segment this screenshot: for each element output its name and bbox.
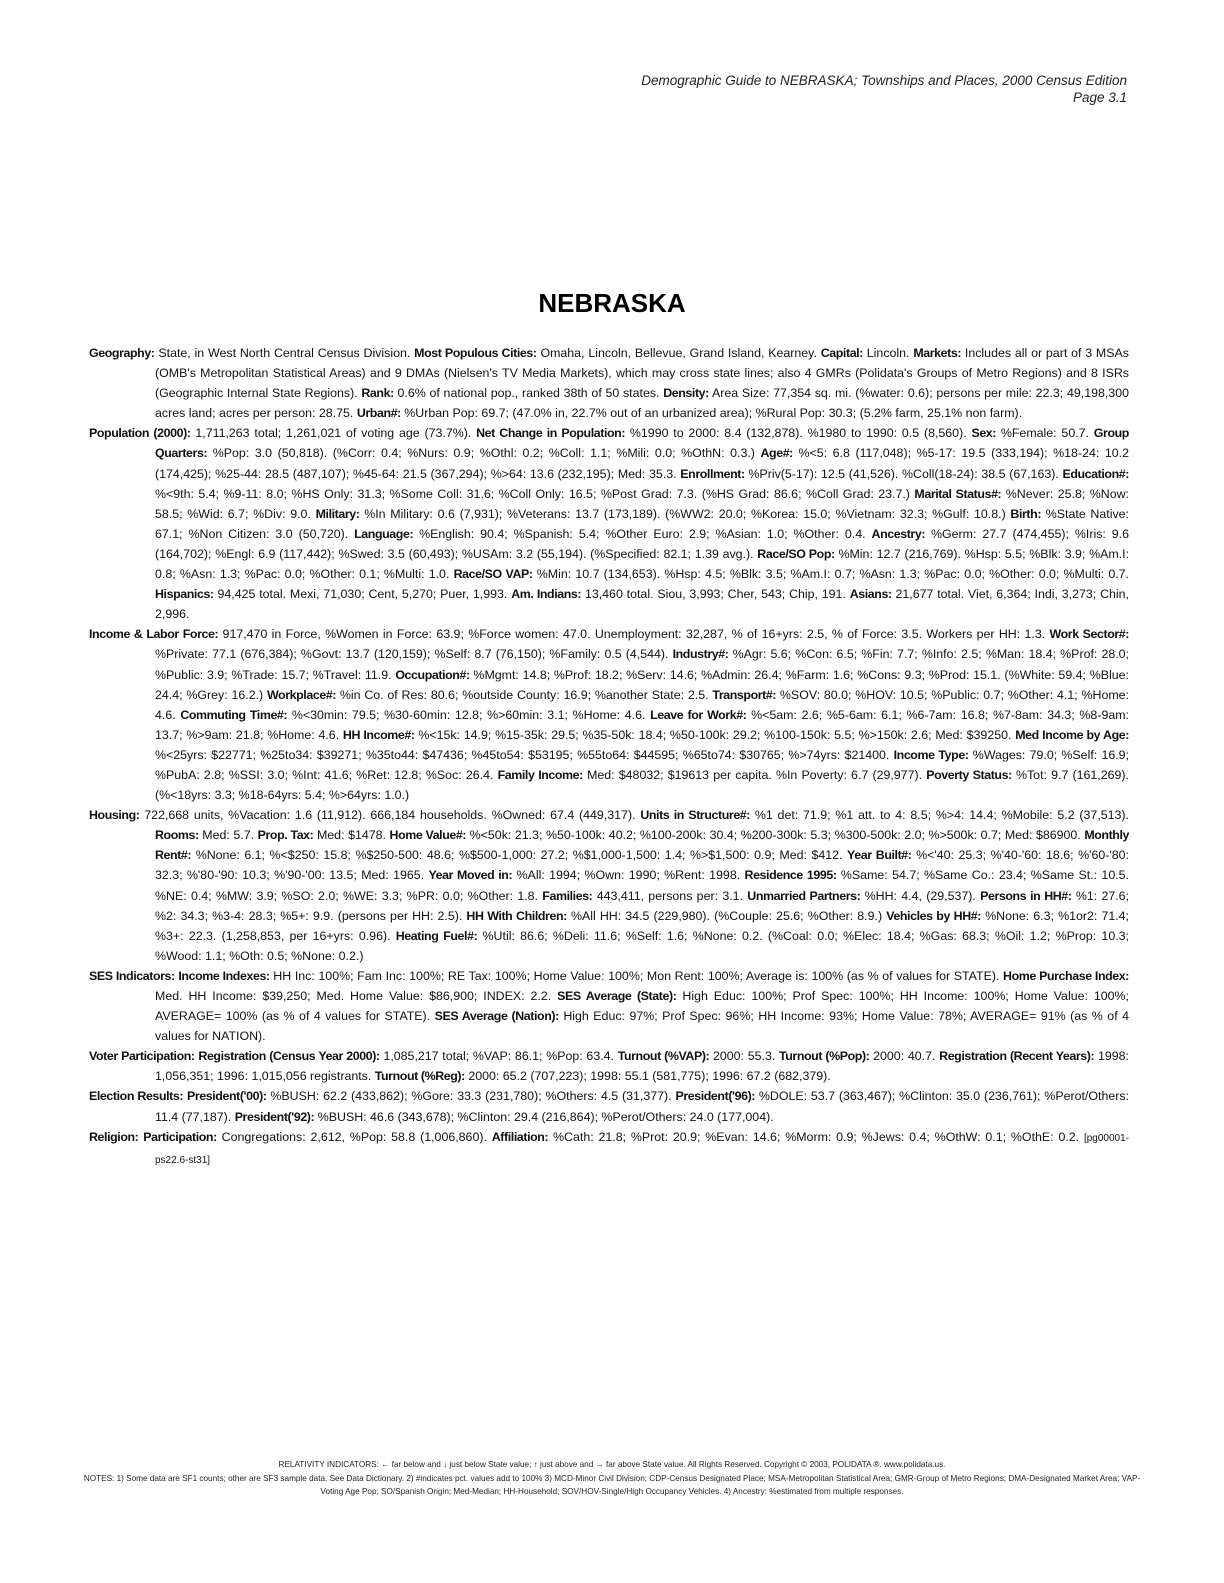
header-guide-title: Demographic Guide to NEBRASKA; Townships and Places, 2000 Census Edition [641,73,1127,88]
field-label: Med Income by Age: [1015,727,1129,742]
field-label: Election Results: [89,1089,184,1104]
field-label: Markets: [913,346,962,360]
field-value: %1 det: 71.9; %1 att. to 4: 8.5; %>4: 14.4; %Mobile: 5.2 (37,513). [750,808,1129,823]
field-label: Industry#: [672,647,729,662]
field-value: Lincoln. [862,346,914,360]
field-label: Turnout (%Reg): [374,1069,465,1084]
field-label: SES Average (Nation): [434,1009,559,1024]
field-value: %Agr: 5.6; %Con: 6.5; %Fin: 7.7; %Info: 2.5; %Man: 18.4; %Prof: 28.0; %Public: 3.9; %Trade: 15.7; %Travel: 11.9. [155,647,1130,682]
field-value: %Pop: 3.0 (50,818). (%Corr: 0.4; %Nurs: 0.9; %Othl: 0.2; %Coll: 1.1; %Mili: 0.0; %OthN: 0.3.) [207,446,761,461]
field-label: Race/SO Pop: [757,546,835,561]
field-value: 722,668 units, %Vacation: 1.6 (11,912). 666,184 households. %Owned: 67.4 (449,317). [139,808,641,823]
field-value: %Min: 12.7 (216,769). %Hsp: 5.5; %Blk: 3.9; %Am.I: 0.8; %Asn: 1.3; %Pac: 0.0; %Other: 0.1; %Multi: 1.0. [155,546,1130,582]
field-label: Sex: [971,426,997,441]
field-value: %<5am: 2.6; %5-6am: 6.1; %6-7am: 16.8; %7-8am: 34.3; %8-9am: 13.7; %>9am: 21.8; %Home: 4.6. [155,707,1129,742]
field-value: %1: 27.6; %2: 34.3; %3-4: 28.3; %5+: 9.9. (persons per HH: 2.5). [155,888,1130,923]
field-value: %All HH: 34.5 (229,980). (%Couple: 25.6; %Other: 8.9.) [566,908,887,923]
field-label: SES Indicators: [89,968,175,983]
field-value: State, in West North Central Census Division. [154,346,415,360]
field-label: Prop. Tax: [257,828,314,843]
field-value: %Female: 50.7. [996,426,1094,441]
field-label: Heating Fuel#: [395,928,478,943]
field-value: %English: 90.4; %Spanish: 5.4; %Other Euro: 2.9; %Asian: 1.0; %Other: 0.4. [413,526,872,541]
field-label: Registration (Recent Years): [939,1049,1095,1064]
field-label: Commuting Time#: [180,707,288,722]
page-title: NEBRASKA [538,288,686,318]
field-value: 2000: 65.2 (707,223); 1998: 55.1 (581,775); 1996: 67.2 (682,379). [464,1069,831,1084]
field-value: Med: $48032; $19613 per capita. %In Poverty: 6.7 (29,977). [582,767,927,782]
field-value: 94,425 total. Mexi, 71,030; Cent, 5,270; Puer, 1,993. [213,587,512,602]
field-value: %<15k: 14.9; %15-35k: 29.5; %35-50k: 18.4; %50-100k: 29.2; %100-150k: 5.5; %>150k: 2.6; Med: $39250. [414,727,1016,742]
field-value: %Util: 86.6; %Deli: 11.6; %Self: 1.6; %None: 0.2. (%Coal: 0.0; %Elec: 18.4; %Gas: 68.3; %Oil: 1.2; %Prop: 10.3; %Wood: 1.1; %Oth: 0.5; %None: 0.2.) [155,928,1129,963]
field-value: Med: $1478. [313,828,390,843]
field-value: 2000: 40.7. [869,1049,940,1064]
field-value: %Cath: 21.8; %Prot: 20.9; %Evan: 14.6; %Morm: 0.9; %Jews: 0.4; %OthW: 0.1; %OthE: 0.2. [548,1129,1084,1144]
field-value: %Germ: 27.7 (474,455); %Iris: 9.6 (164,702); %Engl: 6.9 (117,442); %Swed: 3.5 (60,493); %USAm: 3.2 (55,194). (%Specified: 82.1; 1.39 avg.). [155,526,1129,561]
section-ses [89,966,1129,1046]
field-label: Asians: [849,587,892,602]
field-label: Military: [315,506,360,521]
field-value: 1,085,217 total; %VAP: 86.1; %Pop: 63.4. [379,1049,618,1064]
field-label: Net Change in Population: [476,426,626,441]
field-label: Birth: [1010,506,1042,521]
field-label: Housing: [89,808,140,823]
field-value: %None: 6.1; %<$250: 15.8; %$250-500: 48.6; %$500-1,000: 27.2; %$1,000-1,500: 1.4; %>$1,500: 0.9; Med: $412. [191,848,848,863]
field-label: Religion: [89,1129,139,1144]
field-label: Work Sector#: [1049,627,1129,642]
field-value: 1998: 1,056,351; 1996: 1,015,056 registrants. [155,1049,1129,1084]
field-label: Ancestry: [871,526,926,541]
field-value: %All: 1994; %Own: 1990; %Rent: 1998. [512,868,745,883]
field-label: Monthly Rent#: [155,828,1129,863]
field-value: %<'40: 25.3; %'40-'60: 18.6; %'60-'80: 32.3; %'80-'90: 10.3; %'90-'00: 13.5; Med: 1965. [155,848,1130,883]
field-value: %<50k: 21.3; %50-100k: 40.2; %100-200k: 30.4; %200-300k: 5.3; %300-500k: 2.0; %>500k: 0.7; Med: $86900. [466,828,1085,843]
field-value: %State Native: 67.1; %Non Citizen: 3.0 (50,720). [155,506,1129,541]
field-value: %Min: 10.7 (134,653). %Hsp: 4.5; %Blk: 3.5; %Am.I: 0.7; %Asn: 1.3; %Pac: 0.0; %Other: 0.0; %Multi: 0.7. [532,567,1130,582]
field-value: %DOLE: 53.7 (363,467); %Clinton: 35.0 (236,761); %Perot/Others: 11.4 (77,187). [155,1089,1130,1124]
field-value: %<9th: 5.4; %9-11: 8.0; %HS Only: 31.3; %Some Coll: 31.6; %Coll Only: 16.5; %Post Grad: 7.3. (%HS Grad: 86.6; %Coll Grad: 23.7.) [155,486,915,501]
footer-relativity-indicators: RELATIVITY INDICATORS: ← far below and ↓ just below State value; ↑ just above and → far above State value. All Rights Reserved. Copyright © 2003, POLIDATA ®. www.polidata.us. [278,1460,946,1469]
field-label: Am. Indians: [511,587,582,602]
field-label: President('96): [675,1089,756,1104]
profile-content [89,343,1129,1171]
field-value: %Private: 77.1 (676,384); %Govt: 13.7 (120,159); %Self: 8.7 (76,150); %Family: 0.5 (4,544). [155,647,673,662]
field-label: Leave for Work#: [650,707,747,722]
field-value: %BUSH: 46.6 (343,678); %Clinton: 29.4 (216,864); %Perot/Others: 24.0 (177,004). [314,1109,774,1124]
field-value: %Urban Pop: 69.7; (47.0% in, 22.7% out of an urbanized area); %Rural Pop: 30.3; (5.2% farm, 25.1% non farm). [400,406,1023,421]
section-election [89,1086,1129,1126]
field-label: Capital: [820,346,863,360]
field-label: Enrollment: [680,466,745,481]
field-value: 443,411, persons per: 3.1. [592,888,748,903]
field-value: 1,711,263 total; 1,261,021 of voting age (73.7%). [190,426,477,441]
field-value: %in Co. of Res: 80.6; %outside County: 16.9; %another State: 2.5. [336,687,713,702]
field-value: %None: 6.3; %1or2: 71.4; %3+: 22.3. (1,258,853, per 16+yrs: 0.96). [155,908,1129,943]
field-value: Med. HH Income: $39,250; Med. Home Value: $86,900; INDEX: 2.2. [155,989,558,1003]
field-label: Hispanics: [155,587,214,602]
field-label: Geography: [89,346,155,360]
field-label: Most Populous Cities: [414,346,537,360]
section-geography [89,343,1129,423]
header-page-number: Page 3.1 [1072,90,1127,105]
field-value: High Educ: 97%; Prof Spec: 96%; HH Income: 93%; Home Value: 78%; AVERAGE= 91% (as % of 4 values for NATION). [155,1009,1129,1044]
field-value: %Mgmt: 14.8; %Prof: 18.2; %Serv: 14.6; %Admin: 26.4; %Farm: 1.6; %Cons: 9.3; %Prod: 15.1. (%White: 59.4; %Blue: 24.4; %Grey: 16.2.) [155,667,1129,702]
field-label: HH Income#: [342,727,415,742]
field-label: Race/SO VAP: [453,567,533,582]
field-label: Family Income: [497,767,583,782]
field-label: Home Purchase Index: [1003,968,1129,983]
field-value: 0.6% of national pop., ranked 38th of 50 states. [393,386,664,401]
field-label: Residence 1995: [744,868,837,883]
field-label: Registration (Census Year 2000): [198,1049,380,1064]
field-value: %SOV: 80.0; %HOV: 10.5; %Public: 0.7; %Other: 4.1; %Home: 4.6. [155,687,1129,722]
field-label: Education#: [1062,466,1129,481]
field-label: Urban#: [356,406,401,421]
field-label: Workplace#: [266,687,337,702]
field-label: President('92): [234,1109,315,1124]
field-value: %Wages: 79.0; %Self: 16.9; %PubA: 2.8; %SSI: 3.0; %Int: 41.6; %Ret: 12.8; %Soc: 26.4. [155,747,1129,782]
page-footer [80,1458,1144,1499]
section-religion [89,1127,1129,1171]
field-label: Home Value#: [389,828,467,843]
field-label: Participation: [143,1129,217,1144]
field-label: Vehicles by HH#: [886,908,981,923]
field-value: %<30min: 79.5; %30-60min: 12.8; %>60min: 3.1; %Home: 4.6. [287,707,651,722]
section-population [89,423,1129,624]
field-label: Income & Labor Force: [89,627,219,642]
field-value: %BUSH: 62.2 (433,862); %Gore: 33.3 (231,780); %Others: 4.5 (31,377). [266,1089,676,1104]
field-value: High Educ: 100%; Prof Spec: 100%; HH Income: 100%; Home Value: 100%; AVERAGE= 100% (as % of 4 values for STATE). [155,989,1129,1024]
field-label: Year Built#: [847,848,912,863]
field-label: SES Average (State): [557,989,677,1003]
field-label: HH With Children: [466,908,567,923]
field-label: President('00): [186,1089,267,1104]
section-income [89,624,1129,805]
field-value: %1990 to 2000: 8.4 (132,878). %1980 to 1990: 0.5 (8,560). [625,426,972,441]
field-label: Turnout (%Pop): [779,1049,870,1064]
field-label: Families: [542,888,593,903]
field-value: Area Size: 77,354 sq. mi. (%water: 0.6); persons per mile: 22.3; 49,198,300 acres land; acres per person: 28.75. [155,386,1129,421]
field-value: Congregations: 2,612, %Pop: 58.8 (1,006,860). [216,1129,492,1144]
field-label: Group Quarters: [155,426,1129,461]
section-voter [89,1046,1129,1086]
field-value: %<25yrs: $22771; %25to34: $39271; %35to44: $47436; %45to54: $53195; %55to64: $44595; %65to74: $30765; %>74yrs: $21400. [155,747,894,762]
field-label: Affiliation: [491,1129,549,1144]
page-reference: [pg00001-ps22.6-st31] [155,1132,1129,1166]
field-value: 917,470 in Force, %Women in Force: 63.9; %Force women: 47.0. Unemployment: 32,287, % of 16+yrs: 2.5, % of Force: 3.5. Workers per HH: 1.3. [218,627,1050,642]
field-value: Omaha, Lincoln, Bellevue, Grand Island, Kearney. [536,346,821,360]
field-value: %<5: 6.8 (117,048); %5-17: 19.5 (333,194); %18-24: 10.2 (174,425); %25-44: 28.5 (487,107); %45-64: 21.5 (367,294); %>64: 13.6 (232,195); Med: 35.3. [155,446,1129,481]
field-value: 2000: 55.3. [709,1049,779,1064]
field-value: %Same: 54.7; %Same Co.: 23.4; %Same St.: 10.5. %NE: 0.4; %MW: 3.9; %SO: 2.0; %WE: 3.3; %PR: 0.0; %Other: 1.8. [155,868,1129,903]
field-value: %Tot: 9.7 (161,269). (%<18yrs: 3.3; %18-64yrs: 5.4; %>64yrs: 1.0.) [155,767,1129,803]
field-label: Rank: [361,386,394,401]
field-value: 13,460 total. Siou, 3,993; Cher, 543; Chip, 191. [581,587,850,602]
field-value: Includes all or part of 3 MSAs (OMB's Metropolitan Statistical Areas) and 9 DMAs (Nielsen's TV Media Markets), which may cross state lines; also 4 GMRs (Polidata's Groups of Metro Regions) and 8 ISRs (Geographic Internal State Regions). [155,346,1129,401]
field-value: Med: 5.7. [198,828,258,843]
field-label: Units in Structure#: [640,808,751,823]
field-label: Density: [663,386,709,401]
field-label: Rooms: [155,828,199,843]
field-label: Turnout (%VAP): [617,1049,710,1064]
section-housing [89,805,1129,966]
field-label: Income Type: [893,747,969,762]
field-label: Poverty Status: [926,767,1012,782]
field-label: Occupation#: [395,667,470,682]
field-value: %HH: 4.4, (29,537). [860,888,981,903]
field-value: %Never: 25.8; %Now: 58.5; %Wid: 6.7; %Div: 9.0. [155,486,1129,521]
field-label: Unmarried Partners: [747,888,861,903]
field-label: Language: [354,526,414,541]
field-value: %Priv(5-17): 12.5 (41,526). %Coll(18-24): 38.5 (67,163). [744,466,1063,481]
field-label: Income Indexes: [178,968,270,983]
page-header [641,72,1127,106]
field-label: Age#: [760,446,793,461]
field-label: Year Moved in: [428,868,513,883]
field-label: Voter Participation: [89,1049,195,1064]
field-label: Transport#: [712,687,777,702]
field-value: %In Military: 0.6 (7,931); %Veterans: 13.7 (173,189). (%WW2: 20.0; %Korea: 15.0; %Vietnam: 32.3; %Gulf: 10.8.) [359,506,1011,521]
field-label: Population (2000): [89,426,191,441]
field-value: HH Inc: 100%; Fam Inc: 100%; RE Tax: 100%; Home Value: 100%; Mon Rent: 100%; Average is: 100% (as % of values for STATE). [269,968,1004,983]
footer-notes: NOTES: 1) Some data are SF1 counts; other are SF3 sample data. See Data Dictionary. 2) #indicates pct. values add to 100% 3) MCD-Minor Civil Division; CDP-Census Designated Place; MSA-Metropolitan Statistical Area; GMR-Group of Metro Regions; DMA-Designated Market Area; VAP-Voting Age Pop; SO/Spanish Origin; Med-Median; HH-Household; SOV/HOV-Single/High Occupancy Vehicles. 4) Ancestry: %estimated from multiple responses. [83,1473,1141,1496]
field-label: Persons in HH#: [980,888,1072,903]
field-label: Marital Status#: [914,486,1002,501]
field-value: 21,677 total. Viet, 6,364; Indi, 3,273; Chin, 2,996. [155,587,1129,622]
